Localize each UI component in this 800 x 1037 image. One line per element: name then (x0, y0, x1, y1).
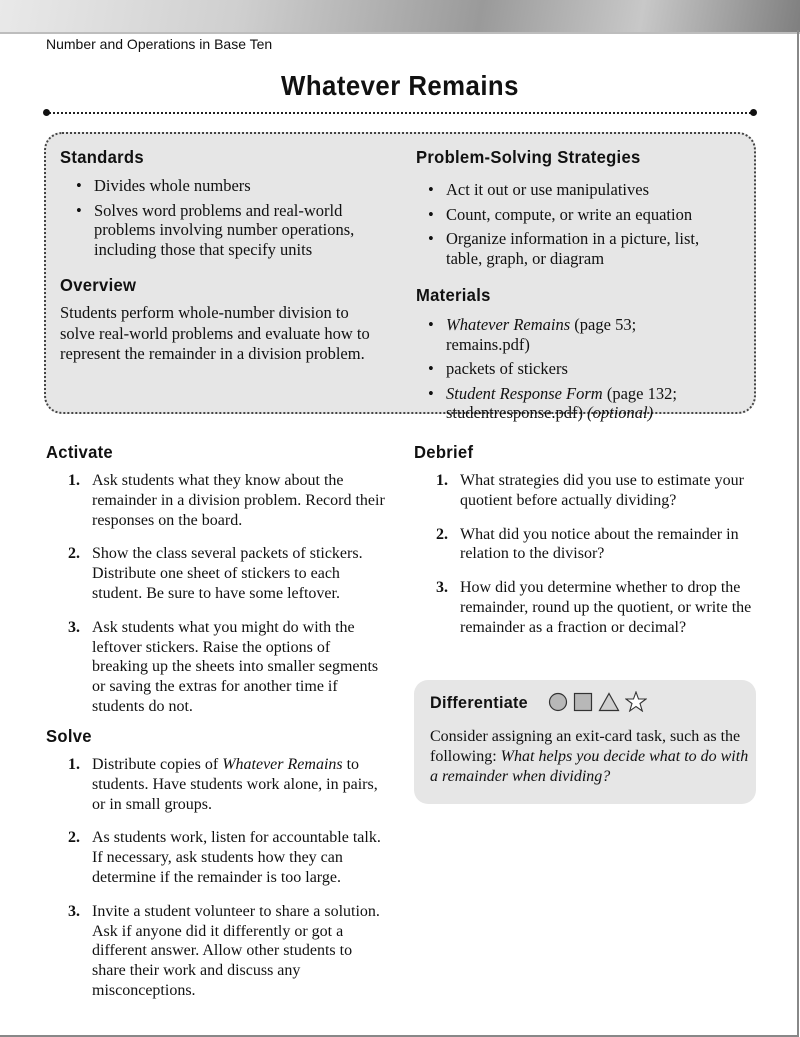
activate-list (46, 471, 386, 717)
overview-heading: Overview (60, 275, 137, 295)
standards-list (64, 176, 364, 264)
header-band (0, 0, 800, 32)
list-item: • packets of stickers (416, 359, 716, 379)
differentiate-box (414, 680, 756, 804)
list-item: • Act it out or use manipulatives (416, 180, 716, 200)
solve-heading: Solve (46, 726, 92, 746)
list-item: • Solves word problems and real-world problems involving number operations, including those that specify units (64, 201, 364, 260)
debrief-heading: Debrief (414, 442, 474, 462)
debrief-list (414, 471, 758, 638)
list-item: 2. Show the class several packets of stickers. Distribute one sheet of stickers to each student. Be sure to have some leftover. (68, 545, 363, 602)
list-item: 1. Distribute copies of Whatever Remains to students. Have students work alone, in pairs, or in small groups. (68, 756, 378, 813)
activate-heading: Activate (46, 442, 113, 462)
materials-list (416, 315, 716, 428)
list-item: • Count, compute, or write an equation (416, 205, 716, 225)
list-item: 2. What did you notice about the remainder in relation to the divisor? (436, 525, 739, 563)
list-item: • Organize information in a picture, list, table, graph, or diagram (416, 229, 716, 268)
standards-heading: Standards (60, 147, 144, 167)
list-item: 2. As students work, listen for accountable talk. If necessary, ask students how they can determine if the remainder is too large. (68, 829, 381, 886)
differentiate-heading: Differentiate (430, 693, 528, 712)
circle-icon (548, 692, 568, 712)
strategies-heading: Problem-Solving Strategies (416, 147, 641, 167)
square-icon (573, 692, 593, 712)
list-item: • Whatever Remains (page 53; remains.pdf) (416, 315, 716, 354)
star-icon (625, 691, 647, 712)
solve-list (46, 755, 386, 1001)
materials-heading: Materials (416, 285, 491, 305)
list-item: 3. How did you determine whether to drop the remainder, round up the quotient, or write the remainder as a fraction or decimal? (436, 579, 752, 636)
list-item: • Divides whole numbers (64, 176, 364, 196)
strategies-list (416, 180, 716, 273)
overview-text: Students perform whole-number division to solve real-world problems and evaluate how to represent the remainder in a division problem. (60, 303, 370, 363)
list-item: 1. Ask students what they know about the remainder in a division problem. Record their responses on the board. (68, 472, 385, 529)
category-label: Number and Operations in Base Ten (46, 36, 273, 52)
list-item: 3. Invite a student volunteer to share a solution. Ask if anyone did it differently or got a different answer. Allow other students to share their work and discuss any misconceptions. (68, 902, 380, 999)
differentiation-icons (548, 691, 647, 712)
list-item: • Student Response Form (page 132; studentresponse.pdf) (optional) (416, 384, 716, 423)
list-item: 3. Ask students what you might do with the leftover stickers. Raise the options of breaking up the sheets into smaller segments or saving the extras for another time if students do not. (68, 618, 379, 715)
info-box (44, 132, 756, 422)
list-item: 1. What strategies did you use to estimate your quotient before actually dividing? (436, 472, 744, 509)
page-title: Whatever Remains (281, 70, 519, 101)
title-divider (46, 112, 754, 114)
differentiate-text: Consider assigning an exit-card task, such as the following: What helps you decide what to do with a remainder when dividing? (430, 728, 749, 785)
triangle-icon (598, 692, 620, 712)
